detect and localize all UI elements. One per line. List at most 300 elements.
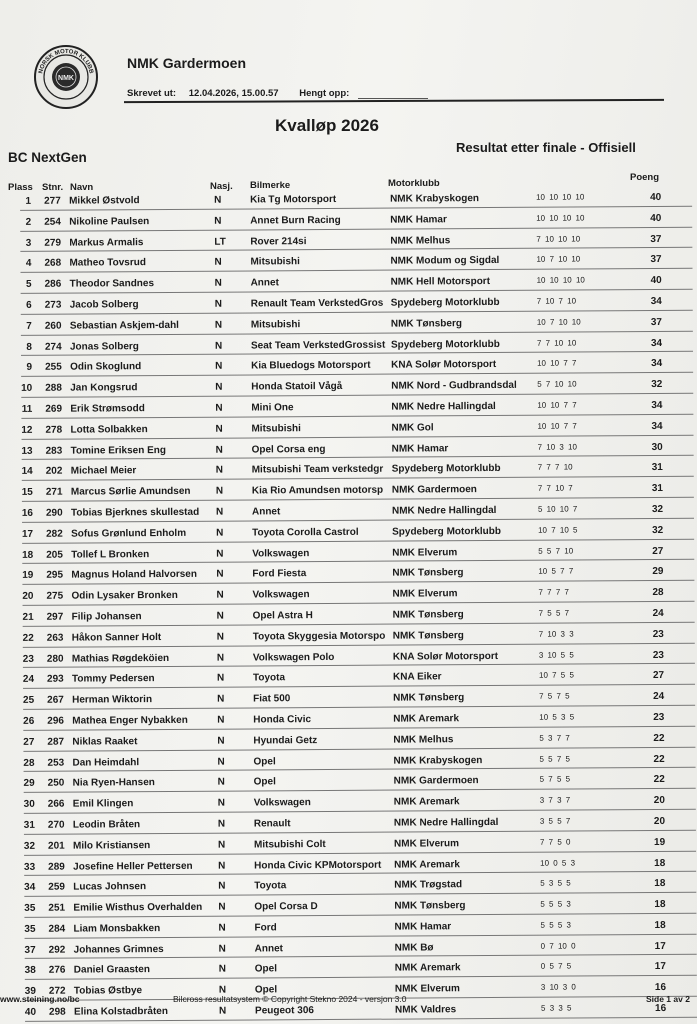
row-club: KNA Solør Motorsport: [391, 359, 497, 371]
row-plass: 25: [22, 694, 35, 706]
row-stnr: 276: [48, 965, 66, 977]
row-stnr: 280: [46, 653, 64, 665]
row-name: Lucas Johnsen: [73, 881, 147, 893]
footer-page: Side 1 av 2: [646, 994, 690, 1004]
row-points: 18: [654, 857, 666, 869]
row-club: NMK Valdres: [394, 1004, 457, 1016]
row-heat-points: 5 10 10 7: [537, 504, 578, 514]
row-name: Nia Ryen-Hansen: [72, 777, 155, 789]
row-plass: 31: [23, 819, 35, 831]
row-plass: 16: [21, 507, 34, 519]
hung-label: Hengt opp:: [299, 88, 350, 99]
row-stnr: 296: [47, 715, 64, 727]
row-points: 17: [654, 940, 666, 952]
row-car: Renault: [253, 818, 291, 830]
row-plass: 21: [22, 611, 34, 623]
row-stnr: 272: [48, 985, 66, 997]
row-name: Odin Skoglund: [70, 361, 142, 373]
row-club: NMK Elverum: [392, 546, 458, 559]
row-car: Volkswagen: [253, 797, 311, 809]
row-nationality: N: [214, 277, 222, 289]
row-points: 40: [650, 275, 662, 287]
row-club: KNA Eiker: [392, 671, 442, 683]
row-name: Tollef L Bronken: [71, 548, 150, 561]
row-nationality: N: [217, 714, 225, 726]
row-nationality: N: [214, 319, 223, 331]
col-header-plass: Plass: [8, 182, 33, 193]
row-points: 34: [650, 337, 663, 349]
row-name: Mikkel Østvold: [69, 195, 140, 207]
row-car: Opel Astra H: [252, 610, 313, 622]
row-points: 29: [652, 566, 664, 578]
row-club: Spydeberg Motorklubb: [390, 296, 500, 309]
row-car: Kia Rio Amundsen motorsp: [251, 484, 384, 497]
row-car: Mitsubishi: [251, 422, 301, 435]
row-stnr: 286: [44, 278, 62, 290]
row-club: NMK Elverum: [393, 837, 460, 850]
row-name: Herman Wiktorin: [72, 694, 153, 706]
row-car: Mitsubishi: [250, 256, 300, 268]
row-car: Ford Fiesta: [252, 568, 307, 580]
row-plass: 17: [21, 528, 34, 540]
row-name: Emilie Wisthus Overhalden: [73, 901, 203, 914]
row-stnr: 259: [48, 881, 65, 894]
row-car: Opel: [254, 963, 278, 975]
row-heat-points: 10 7 10 10: [536, 254, 581, 265]
row-stnr: 288: [45, 382, 62, 394]
row-stnr: 267: [47, 694, 64, 706]
row-club: NMK Tønsberg: [392, 609, 464, 621]
print-meta: [127, 88, 428, 99]
row-plass: 8: [26, 341, 32, 353]
row-heat-points: 7 10 7 10: [536, 296, 577, 306]
row-points: 34: [651, 358, 663, 370]
row-stnr: 202: [45, 465, 63, 478]
row-heat-points: 7 10 3 10: [537, 442, 577, 452]
row-stnr: 292: [48, 944, 66, 956]
row-car: Kia Tg Motorsport: [250, 193, 337, 206]
row-club: NMK Hell Motorsport: [390, 276, 491, 288]
row-club: NMK Hamar: [391, 442, 449, 455]
row-name: Sebastian Askjem-dahl: [69, 319, 179, 332]
row-club: NMK Krabyskogen: [390, 193, 480, 205]
row-heat-points: 10 5 7 7: [538, 566, 574, 577]
row-points: 32: [652, 524, 664, 536]
row-plass: 15: [21, 486, 33, 499]
row-nationality: N: [218, 901, 226, 913]
row-club: NMK Hamar: [394, 921, 452, 933]
row-nationality: N: [217, 818, 226, 830]
row-club: Spydeberg Motorklubb: [392, 525, 502, 538]
row-points: 40: [650, 212, 662, 224]
row-points: 24: [652, 607, 664, 619]
row-heat-points: 5 5 5 3: [540, 920, 571, 930]
logo-ring-text: NORSK MOTOR KLUBB: [38, 48, 94, 75]
row-heat-points: 7 10 10 10: [536, 234, 581, 244]
row-plass: 20: [22, 590, 34, 603]
row-points: 22: [653, 774, 665, 786]
row-car: Annet: [251, 506, 281, 518]
row-plass: 39: [24, 986, 36, 998]
row-club: NMK Aremark: [393, 713, 460, 725]
row-points: 31: [651, 462, 663, 474]
row-car: Honda Civic KPMotorsport: [254, 859, 382, 871]
row-points: 19: [653, 836, 666, 848]
row-heat-points: 7 7 7 10: [537, 462, 573, 473]
row-name: Jan Kongsrud: [70, 382, 138, 394]
row-plass: 2: [25, 216, 32, 228]
row-nationality: N: [216, 548, 224, 560]
row-heat-points: 0 5 7 5: [540, 962, 572, 972]
row-nationality: N: [215, 465, 223, 477]
row-points: 34: [650, 295, 662, 308]
row-name: Matheo Tovsrud: [69, 257, 146, 269]
row-name: Daniel Graasten: [73, 964, 150, 977]
row-club: Spydeberg Motorklubb: [390, 338, 500, 351]
row-stnr: 298: [48, 1006, 66, 1018]
row-nationality: N: [216, 610, 224, 622]
row-name: Elina Kolstadbråten: [73, 1006, 168, 1018]
row-name: Dan Heimdahl: [72, 756, 140, 769]
row-club: NMK Tønsberg: [394, 900, 466, 912]
row-points: 31: [651, 483, 663, 495]
row-nationality: N: [214, 298, 222, 310]
class-name: BC NextGen: [8, 150, 87, 165]
row-club: NMK Hamar: [390, 214, 447, 226]
row-stnr: 253: [47, 757, 65, 769]
written-label: Skrevet ut:: [127, 88, 177, 99]
row-car: Opel Corsa eng: [251, 443, 326, 456]
row-points: 37: [650, 316, 662, 328]
col-header-nasj: Nasj.: [210, 181, 233, 192]
row-stnr: 263: [46, 632, 64, 644]
row-points: 20: [653, 795, 665, 807]
row-stnr: 271: [45, 486, 63, 498]
row-car: Opel Corsa D: [254, 901, 318, 913]
row-nationality: N: [215, 444, 223, 456]
row-plass: 24: [22, 674, 35, 686]
row-heat-points: 7 5 7 5: [539, 691, 570, 701]
row-car: Volkswagen Polo: [252, 651, 335, 663]
row-club: Spydeberg Motorklubb: [391, 463, 501, 475]
row-plass: 12: [21, 424, 33, 436]
row-nationality: N: [215, 381, 223, 393]
row-plass: 40: [24, 1006, 37, 1018]
row-club: NMK Nedre Hallingdal: [393, 816, 499, 829]
row-car: Toyota: [252, 672, 286, 684]
row-plass: 29: [23, 778, 35, 790]
event-title: Kvalløp 2026: [275, 116, 379, 135]
row-points: 32: [651, 503, 664, 515]
row-club: NMK Aremark: [393, 796, 460, 808]
row-plass: 9: [26, 362, 33, 374]
row-nationality: N: [215, 423, 223, 435]
row-points: 30: [651, 441, 663, 453]
col-header-motorklubb: Motorklubb: [388, 178, 440, 189]
row-nationality: N: [214, 257, 222, 269]
row-stnr: 297: [46, 611, 64, 623]
row-heat-points: 5 7 5 5: [539, 774, 571, 785]
row-car: Toyota Skyggesia Motorspo: [252, 630, 386, 643]
row-nationality: N: [214, 340, 223, 352]
row-club: NMK Bø: [394, 942, 434, 954]
row-nationality: N: [217, 756, 225, 768]
row-plass: 7: [26, 320, 32, 332]
hung-signature-line: [358, 98, 428, 99]
row-car: Toyota: [254, 880, 287, 892]
row-plass: 18: [22, 549, 34, 561]
row-nationality: N: [214, 215, 222, 227]
row-stnr: 284: [48, 923, 66, 935]
row-heat-points: 3 5 5 7: [539, 816, 571, 826]
row-plass: 13: [21, 445, 33, 457]
row-heat-points: 10 5 3 5: [539, 712, 575, 722]
row-stnr: 289: [48, 861, 65, 873]
row-stnr: 251: [48, 902, 66, 914]
row-nationality: N: [216, 672, 225, 685]
row-stnr: 273: [44, 299, 62, 311]
row-plass: 34: [24, 882, 36, 894]
row-stnr: 279: [44, 237, 62, 249]
row-points: 28: [652, 587, 664, 599]
row-nationality: N: [217, 693, 225, 705]
row-name: Johannes Grimnes: [73, 943, 164, 956]
row-car: Seat Team VerkstedGrossist: [250, 339, 386, 352]
row-nationality: N: [218, 964, 227, 976]
footer-website: www.steining.no/bc: [0, 994, 80, 1004]
row-heat-points: 10 7 5 5: [538, 670, 574, 681]
row-stnr: 205: [46, 549, 63, 561]
row-club: NMK Trøgstad: [394, 879, 463, 891]
row-heat-points: 10 10 10 10: [536, 275, 585, 285]
row-club: NMK Elverum: [392, 588, 458, 600]
row-heat-points: 5 5 5 3: [540, 899, 571, 909]
row-club: NMK Melhus: [393, 733, 454, 746]
row-car: Honda Civic: [253, 714, 312, 726]
row-car: Mitsubishi Colt: [253, 838, 326, 851]
row-heat-points: 7 7 10 7: [537, 483, 573, 493]
row-club: NMK Nedre Hallingdal: [391, 400, 496, 413]
row-car: Mitsubishi Team verkstedgr: [251, 464, 384, 476]
row-nationality: N: [217, 776, 225, 788]
row-car: Rover 214si: [250, 235, 307, 248]
row-nationality: N: [215, 361, 223, 373]
header-divider: [124, 99, 664, 103]
row-name: Tobias Østbye: [73, 985, 143, 997]
row-stnr: 201: [47, 840, 65, 852]
row-nationality: N: [215, 485, 224, 497]
row-plass: 22: [22, 632, 34, 644]
col-header-navn: Navn: [70, 182, 94, 193]
row-car: Annet Burn Racing: [250, 214, 341, 227]
row-car: Opel: [253, 776, 276, 788]
row-plass: 38: [24, 965, 36, 977]
row-points: 18: [654, 899, 666, 911]
row-heat-points: 7 10 3 3: [538, 629, 574, 639]
row-plass: 26: [23, 715, 35, 727]
row-plass: 35: [24, 902, 36, 914]
row-club: NMK Tønsberg: [390, 317, 462, 330]
row-points: 18: [654, 878, 666, 890]
row-stnr: 270: [47, 819, 65, 831]
row-name: Jonas Solberg: [69, 340, 139, 353]
row-club: NMK Aremark: [394, 858, 460, 871]
row-nationality: N: [218, 922, 226, 934]
row-name: Tomine Eriksen Eng: [70, 444, 167, 457]
row-points: 32: [651, 379, 663, 391]
row-stnr: 266: [47, 798, 65, 810]
row-points: 22: [653, 732, 665, 744]
row-club: NMK Gol: [391, 422, 434, 434]
row-stnr: 277: [44, 195, 61, 207]
row-points: 23: [652, 628, 664, 640]
row-plass: 5: [25, 278, 32, 291]
row-points: 34: [651, 420, 663, 432]
row-nationality: N: [216, 527, 224, 539]
row-heat-points: 5 3 7 7: [539, 733, 570, 743]
row-heat-points: 7 7 10 10: [536, 338, 577, 348]
row-points: 27: [652, 545, 664, 557]
row-stnr: 250: [47, 777, 65, 790]
row-name: Theodor Sandnes: [69, 278, 155, 290]
row-car: Volkswagen: [252, 589, 310, 601]
row-nationality: LT: [214, 236, 226, 248]
row-nationality: N: [217, 735, 225, 747]
row-name: Emil Klingen: [72, 798, 134, 810]
row-car: Toyota Corolla Castrol: [252, 526, 359, 539]
row-nationality: N: [214, 194, 222, 206]
row-stnr: 268: [44, 258, 62, 270]
row-plass: 3: [25, 237, 32, 249]
row-heat-points: 7 5 5 7: [538, 608, 570, 618]
footer-copyright: Bilcross resultatsystem © Copyright Stekno 2024 - versjon 3.0: [173, 994, 407, 1004]
row-club: NMK Nord - Gudbrandsdal: [391, 380, 517, 392]
row-club: NMK Gardermoen: [391, 484, 477, 496]
club-name: NMK Gardermoen: [127, 55, 247, 71]
row-club: NMK Elverum: [394, 983, 460, 995]
row-points: 18: [654, 919, 666, 931]
row-car: Opel: [253, 755, 276, 767]
row-points: 17: [654, 961, 666, 973]
row-name: Magnus Holand Halvorsen: [71, 569, 197, 581]
row-nationality: N: [218, 880, 226, 892]
row-club: NMK Krabyskogen: [393, 754, 483, 767]
row-car: Mini One: [251, 402, 294, 414]
row-stnr: 260: [44, 320, 62, 332]
club-logo-icon: [33, 44, 99, 110]
row-plass: 10: [21, 382, 33, 395]
row-car: Peugeot 306: [254, 1005, 314, 1017]
row-club: NMK Melhus: [390, 234, 451, 247]
row-car: Kia Bluedogs Motorsport: [251, 360, 371, 372]
row-plass: 35: [24, 923, 36, 935]
row-name: Odin Lysaker Bronken: [71, 590, 178, 602]
row-plass: 27: [23, 736, 35, 748]
row-heat-points: 3 7 3 7: [539, 795, 571, 805]
row-club: NMK Modum og Sigdal: [390, 255, 500, 268]
row-club: NMK Gardermoen: [393, 775, 479, 787]
col-header-bilmerke: Bilmerke: [250, 180, 291, 191]
row-plass: 4: [25, 258, 32, 270]
logo-center-text: NMK: [58, 75, 74, 82]
row-heat-points: 7 7 7 7: [538, 587, 569, 597]
row-car: Honda Statoil Vågå: [251, 381, 343, 393]
row-car: Annet: [254, 942, 284, 955]
row-points: 37: [650, 254, 662, 266]
row-name: Niklas Raaket: [72, 735, 138, 748]
row-name: Mathias Røgdeköien: [71, 652, 170, 665]
row-plass: 23: [22, 653, 34, 665]
row-heat-points: 5 5 7 10: [538, 546, 574, 556]
row-club: NMK Nedre Hallingdal: [391, 504, 497, 517]
row-club: NMK Tønsberg: [392, 567, 464, 579]
row-plass: 33: [23, 861, 36, 873]
row-points: 24: [653, 691, 665, 703]
row-nationality: N: [218, 984, 227, 996]
row-heat-points: 5 5 7 5: [539, 754, 570, 764]
row-stnr: 254: [44, 216, 61, 228]
row-stnr: 295: [46, 569, 64, 582]
results-table: [0, 186, 697, 1022]
row-plass: 6: [26, 299, 32, 311]
row-name: Liam Monsbakken: [73, 922, 161, 935]
row-plass: 19: [22, 570, 34, 582]
row-car: Hyundai Getz: [253, 734, 318, 747]
row-name: Tobias Bjerknes skullestad: [70, 506, 200, 519]
row-heat-points: 10 0 5 3: [540, 857, 576, 868]
row-name: Leodin Bråten: [72, 819, 141, 831]
row-plass: 11: [21, 403, 33, 415]
row-plass: 30: [23, 798, 35, 810]
row-car: Annet: [250, 277, 279, 289]
row-heat-points: 10 7 10 5: [538, 525, 578, 535]
row-plass: 37: [24, 944, 36, 956]
row-stnr: 269: [45, 403, 63, 415]
row-name: Markus Armalis: [69, 236, 144, 249]
row-name: Mathea Enger Nybakken: [72, 714, 188, 727]
written-value: 12.04.2026, 15.00.57: [188, 88, 279, 99]
row-heat-points: 3 10 3 0: [540, 982, 576, 992]
row-nationality: N: [216, 568, 224, 581]
row-heat-points: 10 10 10 10: [536, 213, 585, 223]
row-name: Jacob Solberg: [69, 299, 139, 311]
row-name: Håkon Sanner Holt: [71, 631, 162, 644]
row-nationality: N: [215, 506, 224, 518]
row-stnr: 293: [46, 673, 64, 686]
row-car: Renault Team VerkstedGros: [250, 297, 384, 310]
row-points: 40: [650, 191, 662, 204]
row-heat-points: 10 10 7 7: [537, 400, 577, 410]
row-name: Marcus Sørlie Amundsen: [70, 485, 191, 498]
row-heat-points: 10 10 7 7: [537, 358, 577, 369]
row-stnr: 255: [45, 362, 62, 374]
row-heat-points: 10 10 7 7: [537, 421, 577, 431]
row-name: Lotta Solbakken: [70, 423, 148, 436]
row-points: 34: [651, 399, 663, 411]
row-name: Sofus Grønlund Enholm: [71, 527, 187, 540]
row-name: Michael Meier: [70, 465, 137, 477]
row-heat-points: 0 7 10 0: [540, 941, 576, 951]
row-points: 20: [653, 815, 666, 827]
row-nationality: N: [216, 652, 225, 664]
row-nationality: N: [217, 797, 226, 809]
row-stnr: 274: [44, 341, 62, 353]
row-plass: 14: [21, 466, 33, 478]
row-points: 23: [653, 711, 665, 723]
row-nationality: N: [218, 943, 226, 955]
row-club: NMK Aremark: [394, 962, 461, 975]
row-points: 27: [652, 670, 665, 682]
